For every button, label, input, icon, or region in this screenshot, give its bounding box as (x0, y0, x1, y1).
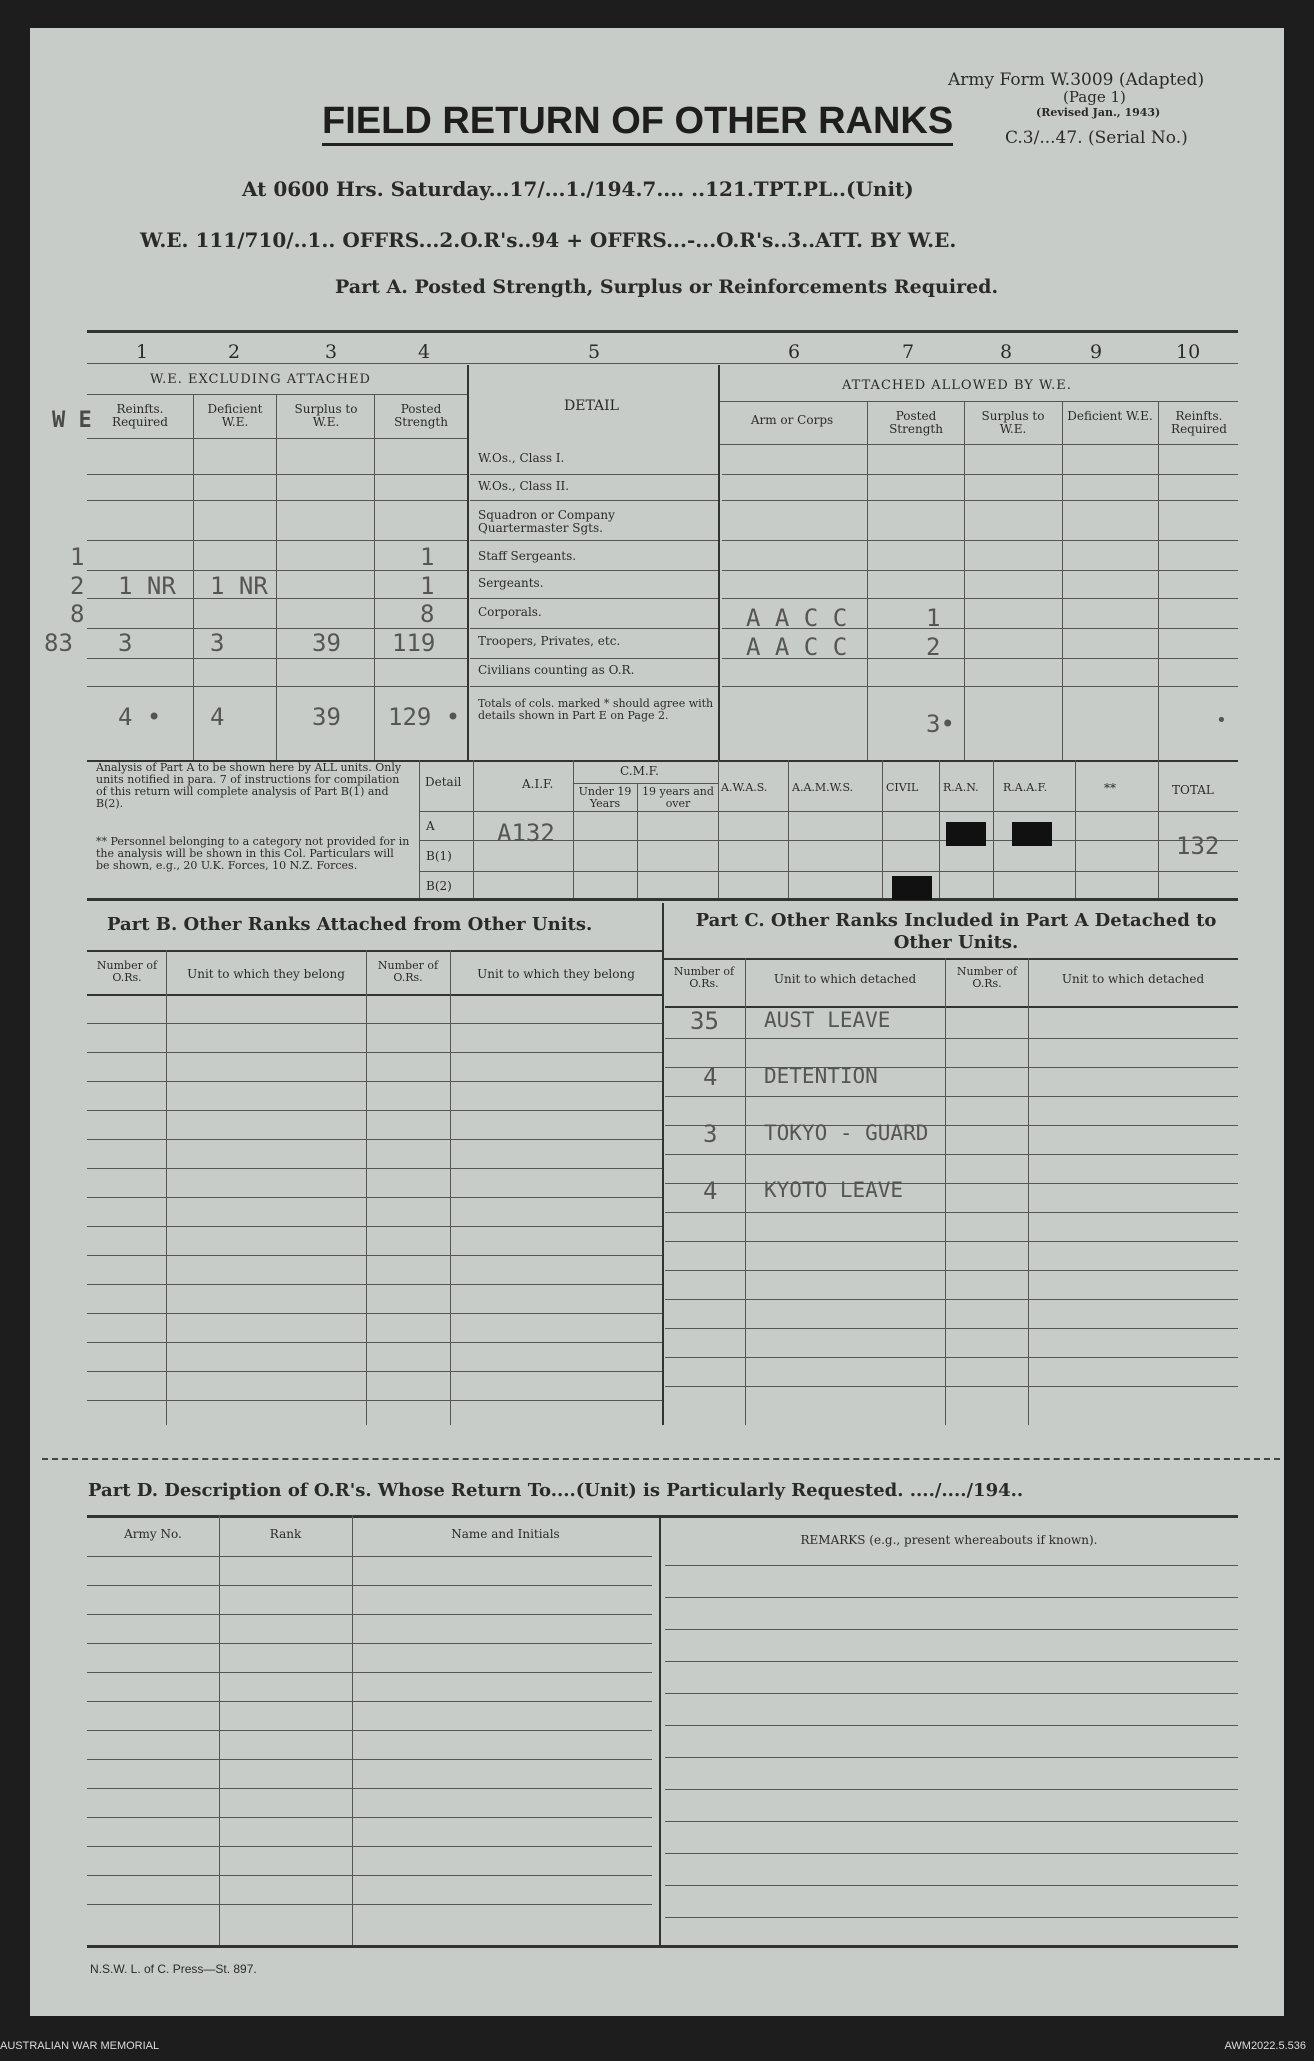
we-margin-label: W E (52, 408, 92, 433)
analysis-raaf-header: R.A.A.F. (1003, 781, 1048, 794)
posted-value: 8 (420, 600, 435, 628)
reinfts-value: 3 (118, 629, 133, 657)
part-c-num: 4 (703, 1063, 718, 1091)
header-posted: Posted Strength (394, 402, 448, 429)
total-posted: 129 • (388, 703, 461, 731)
we-value: 1 (70, 543, 85, 571)
part-b-unit-header: Unit to which they belong (187, 967, 345, 981)
form-id: Army Form W.3009 (Adapted) (948, 70, 1205, 90)
col-number: 9 (1090, 341, 1103, 363)
analysis-note: Analysis of Part A to be shown here by ALL units. Only units notified in para. 7 of instructions for compilation of this return will complete analysis of Part B(1) and B(2). (96, 761, 402, 810)
header-reinfts: Reinfts. Required (112, 402, 168, 429)
posted-value: 1 (420, 572, 435, 600)
part-d-name-header: Name and Initials (451, 1527, 560, 1541)
part-c-unit-header: Unit to which detached (1061, 972, 1205, 986)
row-detail: Staff Sergeants. (478, 549, 577, 563)
arm-corps-value: A A C C (746, 604, 848, 632)
part-a-title: Part A. Posted Strength, Surplus or Reinforcements Required. (335, 276, 999, 298)
analysis-row-label: A (426, 819, 435, 833)
attached-header: ATTACHED ALLOWED BY W.E. (842, 378, 1072, 393)
analysis-note-2: ** Personnel belonging to a category not provided for in the analysis will be shown in this Col. Particulars will be shown, e.g., 20 U.K. Forces, 10 N.Z. Forces. (96, 835, 410, 872)
analysis-total-header: TOTAL (1172, 783, 1214, 797)
row-detail: Troopers, Privates, etc. (478, 634, 621, 648)
redaction-block (892, 876, 932, 900)
reinfts-value: 1 NR (118, 572, 176, 600)
analysis-cmf-header: C.M.F. (620, 764, 659, 778)
analysis-ran-header: R.A.N. (943, 781, 979, 794)
header-att-surplus: Surplus to W.E. (981, 409, 1045, 436)
total-reinfts-att: • (1216, 710, 1227, 731)
part-d-army-header: Army No. (124, 1527, 182, 1541)
total-att-posted: 3• (926, 710, 955, 738)
analysis-over19-header: 19 years and over (642, 785, 714, 810)
at-line: At 0600 Hrs. Saturday...17/...1./194.7.... ..121.TPT.PL..(Unit) (242, 177, 914, 201)
analysis-aif-header: A.I.F. (522, 777, 554, 791)
tear-line (42, 1458, 1280, 1460)
arm-corps-value: A A C C (746, 633, 848, 661)
part-c-num: 35 (690, 1007, 719, 1035)
part-a-top-rule (87, 330, 1238, 333)
row-detail: Sergeants. (478, 576, 544, 590)
we-excluding-header: W.E. EXCLUDING ATTACHED (150, 372, 371, 387)
deficient-value: 1 NR (210, 572, 268, 600)
part-c-num-header: Number of O.Rs. (673, 965, 735, 990)
form-title: FIELD RETURN OF OTHER RANKS (322, 100, 953, 146)
part-c-num: 4 (703, 1177, 718, 1205)
att-posted-value: 1 (926, 604, 941, 632)
col-number: 7 (902, 341, 915, 363)
analysis-awas-header: A.W.A.S. (721, 781, 768, 794)
row-detail: W.Os., Class I. (478, 451, 565, 465)
part-b-title: Part B. Other Ranks Attached from Other Units. (107, 914, 593, 935)
redaction-block (1012, 822, 1052, 846)
analysis-under19-header: Under 19 Years (578, 785, 632, 810)
footer-accession: AWM2022.5.536 (1224, 2040, 1306, 2052)
revised-date: (Revised Jan., 1943) (1036, 106, 1161, 119)
redaction-block (946, 822, 986, 846)
analysis-civil-header: CIVIL (886, 781, 919, 794)
deficient-value: 3 (210, 629, 225, 657)
part-c-num-header: Number of O.Rs. (956, 965, 1018, 990)
header-att-deficient: Deficient W.E. (1067, 409, 1153, 423)
col-number: 6 (788, 341, 801, 363)
detail-header: DETAIL (564, 398, 619, 414)
totals-detail: Totals of cols. marked * should agree with details shown in Part E on Page 2. (478, 697, 714, 722)
part-c-num: 3 (703, 1120, 718, 1148)
part-b-num-header: Number of O.Rs. (377, 959, 439, 984)
printer-credit: N.S.W. L. of C. Press—St. 897. (90, 1962, 257, 1976)
footer-source: AUSTRALIAN WAR MEMORIAL (0, 2040, 160, 2052)
part-c-title: Part C. Other Ranks Included in Part A Detached to Other Units. (695, 910, 1217, 953)
col-number: 3 (325, 341, 338, 363)
surplus-value: 39 (312, 629, 341, 657)
part-c-unit: KYOTO LEAVE (764, 1178, 904, 1202)
part-c-unit: TOKYO - GUARD (764, 1121, 929, 1145)
part-d-remarks-header: REMARKS (e.g., present whereabouts if known). (800, 1533, 1098, 1547)
analysis-row-label: B(1) (426, 849, 452, 863)
header-arm-corps: Arm or Corps (750, 413, 834, 427)
part-d-title: Part D. Description of O.R's. Whose Return To....(Unit) is Particularly Requested. ..../..../194.. (88, 1480, 1024, 1501)
col-number: 5 (588, 341, 601, 363)
part-c-unit-header: Unit to which detached (773, 972, 917, 986)
part-c-unit: DETENTION (764, 1064, 878, 1088)
total-reinfts: 4 • (118, 703, 162, 731)
header-att-reinfts: Reinfts. Required (1171, 409, 1227, 436)
col-number: 4 (418, 341, 431, 363)
col-number: 8 (1000, 341, 1013, 363)
total-surplus: 39 (312, 703, 341, 731)
att-posted-value: 2 (926, 633, 941, 661)
analysis-detail-header: Detail (425, 775, 462, 789)
analysis-total-value: 132 (1176, 832, 1220, 860)
row-detail: Civilians counting as O.R. (478, 663, 635, 677)
we-line: W.E. 111/710/..1.. OFFRS...2.O.R's..94 + OFFRS...-...O.R's..3..ATT. BY W.E. (140, 228, 957, 252)
serial-number: C.3/...47. (Serial No.) (1005, 128, 1188, 148)
col-number: 2 (228, 341, 241, 363)
total-deficient: 4 (210, 703, 225, 731)
col-number: 10 (1176, 341, 1201, 363)
analysis-aif-value: A132 (497, 819, 555, 847)
part-c-unit: AUST LEAVE (764, 1008, 891, 1032)
posted-value: 119 (392, 629, 436, 657)
we-value: 8 (70, 600, 85, 628)
row-detail: Corporals. (478, 605, 542, 619)
analysis-row-label: B(2) (426, 879, 452, 893)
part-b-unit-header: Unit to which they belong (477, 967, 635, 981)
we-value: 83 (44, 629, 73, 657)
posted-value: 1 (420, 543, 435, 571)
col-number: 1 (136, 341, 149, 363)
row-detail: W.Os., Class II. (478, 479, 570, 493)
header-deficient: Deficient W.E. (207, 402, 263, 429)
part-d-rank-header: Rank (269, 1527, 302, 1541)
we-value: 2 (70, 572, 85, 600)
header-surplus: Surplus to W.E. (294, 402, 358, 429)
part-b-num-header: Number of O.Rs. (96, 959, 158, 984)
header-att-posted: Posted Strength (889, 409, 943, 436)
row-detail: Squadron or Company Quartermaster Sgts. (478, 508, 615, 535)
page-number: (Page 1) (1063, 88, 1126, 106)
analysis-aamws-header: A.A.M.W.S. (792, 781, 854, 794)
analysis-other-header: ** (1104, 781, 1116, 795)
